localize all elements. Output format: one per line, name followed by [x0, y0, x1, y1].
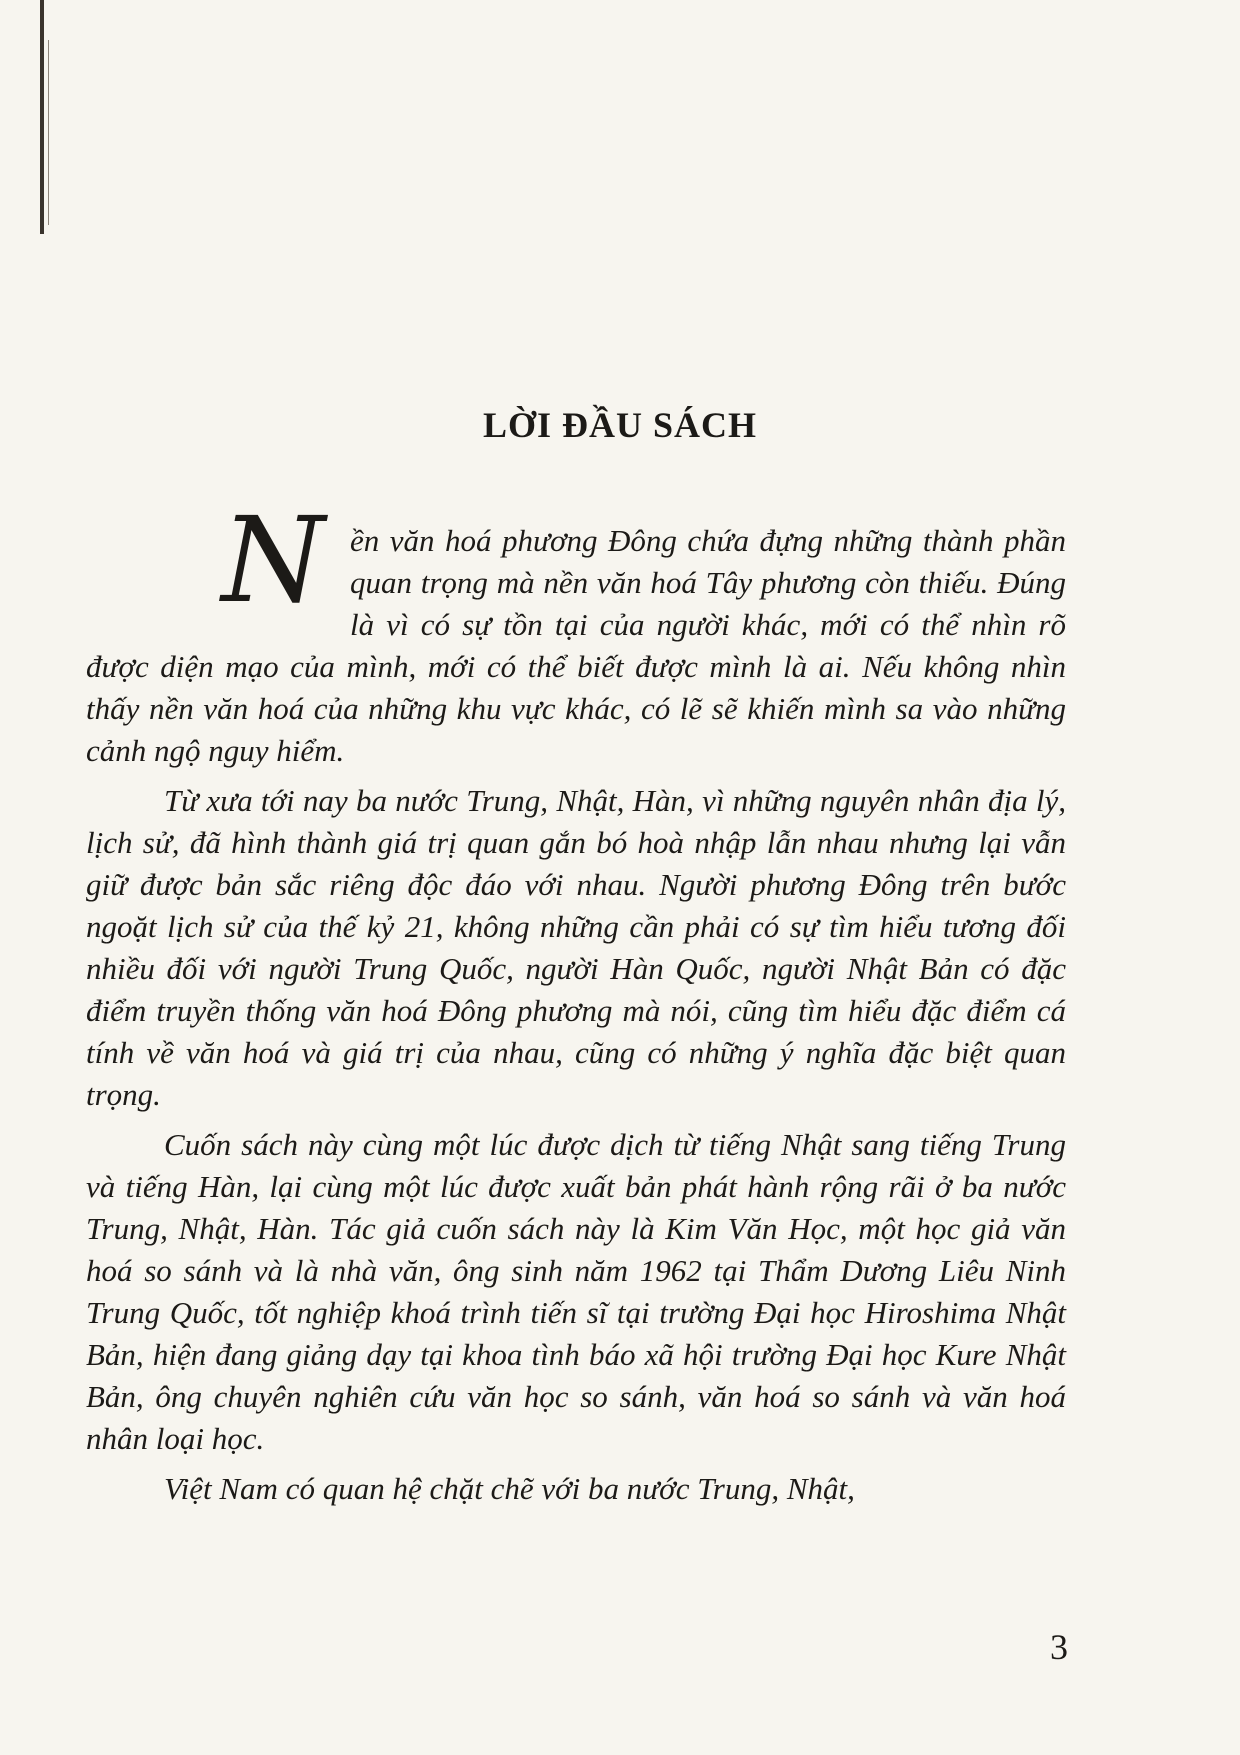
paragraph-4: Việt Nam có quan hệ chặt chẽ với ba nước Trung, Nhật,	[164, 1471, 855, 1506]
binding-edge-line	[48, 40, 49, 225]
drop-cap: N	[221, 491, 325, 629]
paragraph-2: Từ xưa tới nay ba nước Trung, Nhật, Hàn, vì những nguyên nhân địa lý, lịch sử, đã hình thành giá trị quan gắn bó hoà nhập lẫn nhau nhưng lại vẫn giữ được bản sắc riêng độc đáo với nhau. Người phương Đông trên bước ngoặt lịch sử của thế kỷ 21, không những cần phải có sự tìm hiểu tương đối nhiều đối với người Trung Quốc, người Hàn Quốc, người Nhật Bản có đặc điểm truyền thống văn hoá Đông phương mà nói, cũng tìm hiểu đặc điểm cá tính về văn hoá và giá trị của nhau, cũng có những ý nghĩa đặc biệt quan trọng.	[86, 783, 1066, 1112]
body-text	[86, 491, 1066, 1518]
paragraph-3: Cuốn sách này cùng một lúc được dịch từ tiếng Nhật sang tiếng Trung và tiếng Hàn, lại cùng một lúc được xuất bản phát hành rộng rãi ở ba nước Trung, Nhật, Hàn. Tác giả cuốn sách này là Kim Văn Học, một học giả văn hoá so sánh và là nhà văn, ông sinh năm 1962 tại Thẩm Dương Liêu Ninh Trung Quốc, tốt nghiệp khoá trình tiến sĩ tại trường Đại học Hiroshima Nhật Bản, hiện đang giảng dạy tại khoa tình báo xã hội trường Đại học Kure Nhật Bản, ông chuyên nghiên cứu văn học so sánh, văn hoá so sánh và văn hoá nhân loại học.	[86, 1127, 1066, 1456]
bleed-through-shadow	[220, 102, 1080, 378]
paragraph-1-text: ền văn hoá phương Đông chứa đựng những thành phần quan trọng mà nền văn hoá Tây phương còn thiếu. Đúng là vì có sự tồn tại của người khác, mới có thể nhìn rõ được diện mạo của mình, mới có thể biết được mình là ai. Nếu không nhìn thấy nền văn hoá của những khu vực khác, có lẽ sẽ khiến mình sa vào những cảnh ngộ nguy hiểm.	[86, 523, 1066, 768]
paragraph-1	[86, 491, 1066, 772]
page-number: 3	[1050, 1627, 1068, 1667]
binding-edge-mark	[40, 0, 44, 234]
page-title: LỜI ĐẦU SÁCH	[482, 405, 758, 445]
